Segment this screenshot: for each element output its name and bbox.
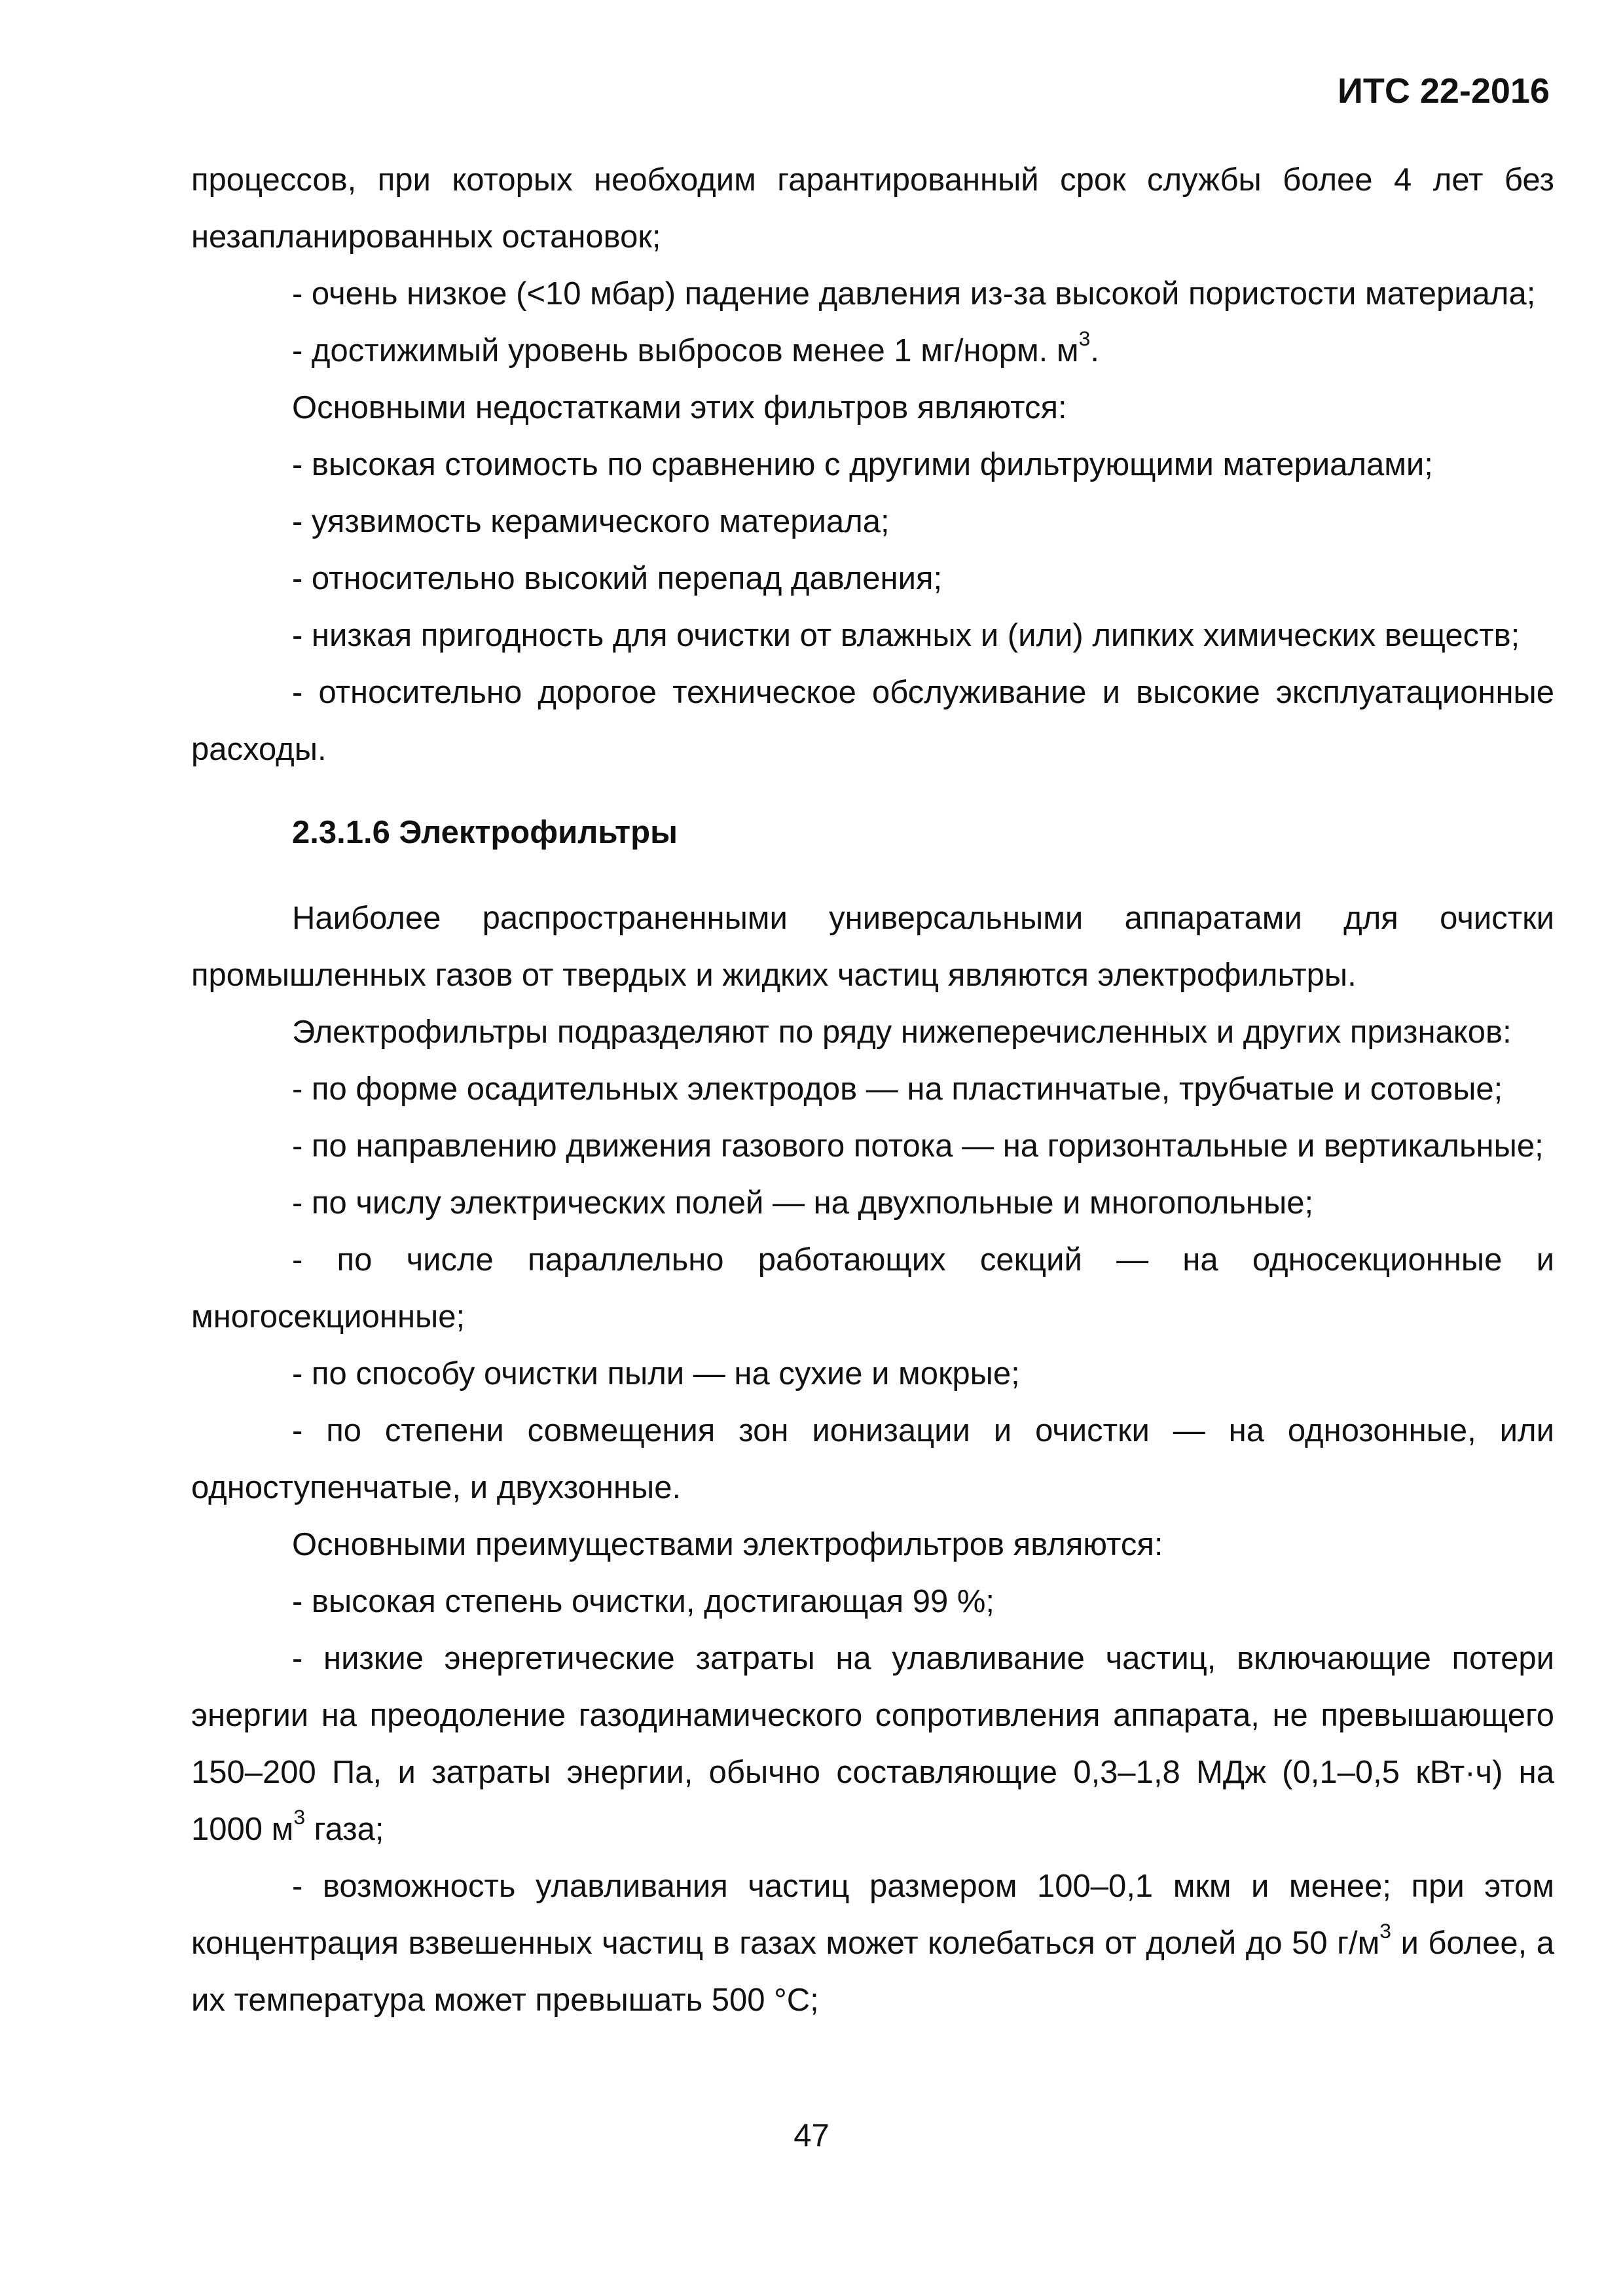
- list-item: [191, 1858, 1554, 2029]
- body-text: [191, 152, 1554, 2029]
- paragraph: Электрофильтры подразделяют по ряду нижеперечисленных и других признаков:: [292, 1014, 1512, 1050]
- list-item-text: - достижимый уровень выбросов менее 1 мг/норм. м: [292, 333, 1079, 368]
- section-heading: 2.3.1.6 Электрофильтры: [292, 815, 678, 850]
- list-item-end: .: [1090, 333, 1099, 368]
- list-item-text: - возможность улавливания частиц размером 100–0,1 мкм и менее; при этом концентрация взвешенных частиц в газах может колебаться от долей до 50 г/м: [191, 1869, 1554, 1961]
- list-item: - по числе параллельно работающих секций — на односекционные и многосекционные;: [191, 1242, 1554, 1335]
- superscript: 3: [1379, 1919, 1391, 1943]
- list-item: - по числу электрических полей — на двухпольные и многопольные;: [292, 1185, 1314, 1221]
- paragraph: Основными преимуществами электрофильтров являются:: [292, 1527, 1163, 1562]
- list-item-end: газа;: [305, 1812, 384, 1847]
- list-item: - по способу очистки пыли — на сухие и мокрые;: [292, 1356, 1020, 1391]
- list-item: - относительно дорогое техническое обслуживание и высокие эксплуатационные расходы.: [191, 675, 1554, 767]
- list-item: - относительно высокий перепад давления;: [292, 561, 943, 596]
- paragraph: Наиболее распространенными универсальными аппаратами для очистки промышленных газов от твердых и жидких частиц являются электрофильтры.: [191, 901, 1554, 993]
- list-item: - очень низкое (<10 мбар) падение давления из-за высокой пористости материала;: [292, 276, 1536, 312]
- list-item: [191, 323, 1554, 380]
- list-item: - по степени совмещения зон ионизации и очистки — на однозонные, или одноступенчатые, и двухзонные.: [191, 1413, 1554, 1505]
- superscript: 3: [1078, 327, 1091, 351]
- document-code: ИТС 22-2016: [1338, 71, 1550, 111]
- paragraph: процессов, при которых необходим гарантированный срок службы более 4 лет без незапланированных остановок;: [191, 162, 1554, 255]
- list-item: - по форме осадительных электродов — на пластинчатые, трубчатые и сотовые;: [292, 1071, 1503, 1107]
- page-number: 47: [793, 2118, 830, 2153]
- list-item: - уязвимость керамического материала;: [292, 504, 890, 539]
- list-item: [191, 1630, 1554, 1858]
- list-item: - по направлению движения газового потока — на горизонтальные и вертикальные;: [292, 1128, 1544, 1164]
- paragraph: Основными недостатками этих фильтров являются:: [292, 390, 1067, 425]
- list-item: - низкая пригодность для очистки от влажных и (или) липких химических веществ;: [292, 618, 1520, 653]
- list-item-text: - низкие энергетические затраты на улавливание частиц, включающие потери энергии на преодоление газодинамического сопротивления аппарата, не превышающего 150–200 Па, и затраты энергии, обычно составляющие 0,3–1,8 МДж (0,1–0,5 кВт·ч) на 1000 м: [191, 1641, 1554, 1847]
- superscript: 3: [293, 1805, 306, 1829]
- list-item: - высокая степень очистки, достигающая 99 %;: [292, 1584, 995, 1619]
- list-item-end: и более, а их температура может превышать 500 °С;: [191, 1926, 1555, 2018]
- list-item: - высокая стоимость по сравнению с другими фильтрующими материалами;: [292, 447, 1433, 482]
